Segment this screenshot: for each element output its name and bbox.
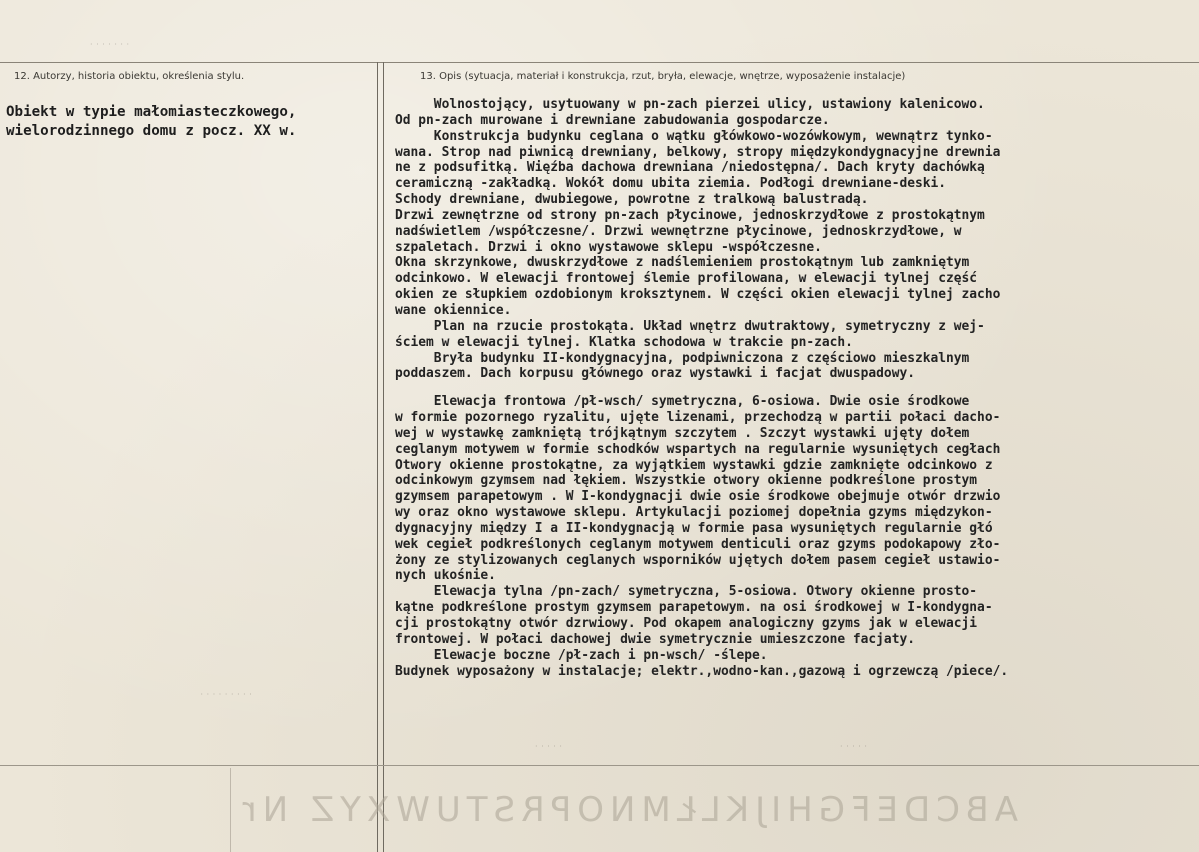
description-line: Schody drewniane, dwubiegowe, powrotne z tralkową balustradą.: [395, 192, 869, 208]
column-divider-left: [377, 62, 378, 852]
description-line: frontowej. W połaci dachowej dwie symetrycznie umieszczone facjaty.: [395, 631, 915, 647]
authors-history-style-text: [6, 103, 296, 141]
column-divider-right: [383, 62, 384, 852]
description-line: Elewacja tylna /pn-zach/ symetryczna, 5-osiowa. Otwory okienne prosto-: [395, 584, 978, 600]
description-line: Elewacja frontowa /pł-wsch/ symetryczna, 6-osiowa. Dwie osie środkowe: [395, 394, 970, 410]
description-line: poddaszem. Dach korpusu głównego oraz wystawki i facjat dwuspadowy.: [395, 366, 915, 382]
description-line: szpaletach. Drzwi i okno wystawowe sklepu -współczesne.: [395, 239, 822, 255]
description-line: ne z podsufitką. Więźba dachowa drewniana /niedostępna/. Dach kryty dachówką: [395, 160, 985, 176]
description-line: ściem w elewacji tylnej. Klatka schodowa w trakcie pn-zach.: [395, 334, 853, 350]
section-13-label: 13. Opis (sytuacja, materiał i konstrukcja, rzut, bryła, elewacje, wnętrze, wyposażenie instalacje): [420, 71, 906, 82]
description-line: Bryła budynku II-kondygnacyjna, podpiwniczona z częściowo mieszkalnym: [395, 350, 970, 366]
description-line: Otwory okienne prostokątne, za wyjątkiem wystawki gdzie zamknięte odcinkowo z: [395, 457, 993, 473]
section-12-label: 12. Autorzy, historia obiektu, określenia stylu.: [14, 71, 245, 82]
description-line: Wolnostojący, usytuowany w pn-zach pierzei ulicy, ustawiony kalenicowo.: [395, 97, 985, 112]
description-line: żony ze stylizowanych ceglanych wsporników ujętych dołem pasem cegieł ustawio-: [395, 552, 1001, 568]
description-line: wek cegieł podkreślonych ceglanym motywem denticuli oraz gzyms podokapowy zło-: [395, 536, 1001, 552]
authors-line: Obiekt w typie małomiasteczkowego,: [6, 104, 297, 120]
description-line: Budynek wyposażony w instalacje; elektr.,wodno-kan.,gazową i ogrzewczą /piece/.: [395, 663, 1009, 679]
description-line: nych ukośnie.: [395, 568, 496, 584]
description-line: gzymsem parapetowym . W I-kondygnacji dwie osie środkowe obejmuje otwór drzwio: [395, 489, 1001, 505]
description-line: Od pn-zach murowane i drewniane zabudowania gospodarcze.: [395, 112, 830, 128]
description-line: wane okiennice.: [395, 302, 512, 318]
bleed-through-text: · · · · ·: [840, 742, 868, 751]
bleed-through-text: · · · · · · · · ·: [200, 690, 252, 699]
description-line: Drzwi zewnętrzne od strony pn-zach płycinowe, jednoskrzydłowe z prostokątnym: [395, 207, 985, 223]
description-text: [395, 97, 1199, 679]
description-line: Plan na rzucie prostokąta. Układ wnętrz dwutraktowy, symetryczny z wej-: [395, 318, 985, 334]
description-line: dygnacyjny między I a II-kondygnacją w formie pasa wysuniętych regularnie głó: [395, 520, 993, 536]
description-line: Konstrukcja budynku ceglana o wątku główkowo-wozówkowym, wewnątrz tynko-: [395, 128, 993, 144]
description-line: kątne podkreślone prostym gzymsem parapetowym. na osi środkowej w I-kondygna-: [395, 600, 993, 616]
description-line: odcinkowo. W elewacji frontowej ślemie profilowana, w elewacji tylnej część: [395, 271, 978, 287]
bleed-through-text: · · · · · · ·: [90, 40, 130, 49]
description-line: w formie pozornego ryzalitu, ujęte lizenami, przechodzą w partii połaci dacho-: [395, 410, 1001, 426]
alphabet-index-strip: ABCDEFGHIJKLŁMNOPRSTUWXYZ Nr: [236, 790, 1018, 830]
description-line: odcinkowym gzymsem nad łękiem. Wszystkie otwory okienne podkreślone prostym: [395, 473, 978, 489]
paragraph-gap: [395, 382, 1199, 394]
description-line: okien ze słupkiem ozdobionym kroksztynem. W części okien elewacji tylnej zacho: [395, 287, 1001, 303]
description-line: wana. Strop nad piwnicą drewniany, belkowy, stropy międzykondygnacyjne drewnia: [395, 144, 1001, 160]
description-line: wej w wystawkę zamkniętą trójkątnym szczytem . Szczyt wystawki ujęty dołem: [395, 425, 970, 441]
description-line: wy oraz okno wystawowe sklepu. Artykulacji poziomej dopełnia gzyms międzykon-: [395, 505, 993, 521]
footer-rule: [0, 765, 1199, 766]
description-line: cji prostokątny otwór dzrwiowy. Pod okapem analogiczny gzyms jak w elewacji: [395, 616, 978, 631]
description-line: Okna skrzynkowe, dwuskrzydłowe z nadślemieniem prostokątnym lub zamkniętym: [395, 255, 970, 271]
authors-line: wielorodzinnego domu z pocz. XX w.: [6, 123, 297, 139]
description-line: ceglanym motywem w formie schodków wspartych na regularnie wysuniętych cegłach: [395, 441, 1001, 457]
description-line: nadświetlem /współczesne/. Drzwi wewnętrzne płycinowe, jednoskrzydłowe, w: [395, 223, 962, 239]
description-line: ceramiczną -zakładką. Wokół domu ubita ziemia. Podłogi drewniane-deski.: [395, 176, 947, 192]
header-rule: [0, 62, 1199, 63]
description-line: Elewacje boczne /pł-zach i pn-wsch/ -ślepe.: [395, 647, 768, 663]
bleed-through-text: · · · · ·: [535, 742, 563, 751]
